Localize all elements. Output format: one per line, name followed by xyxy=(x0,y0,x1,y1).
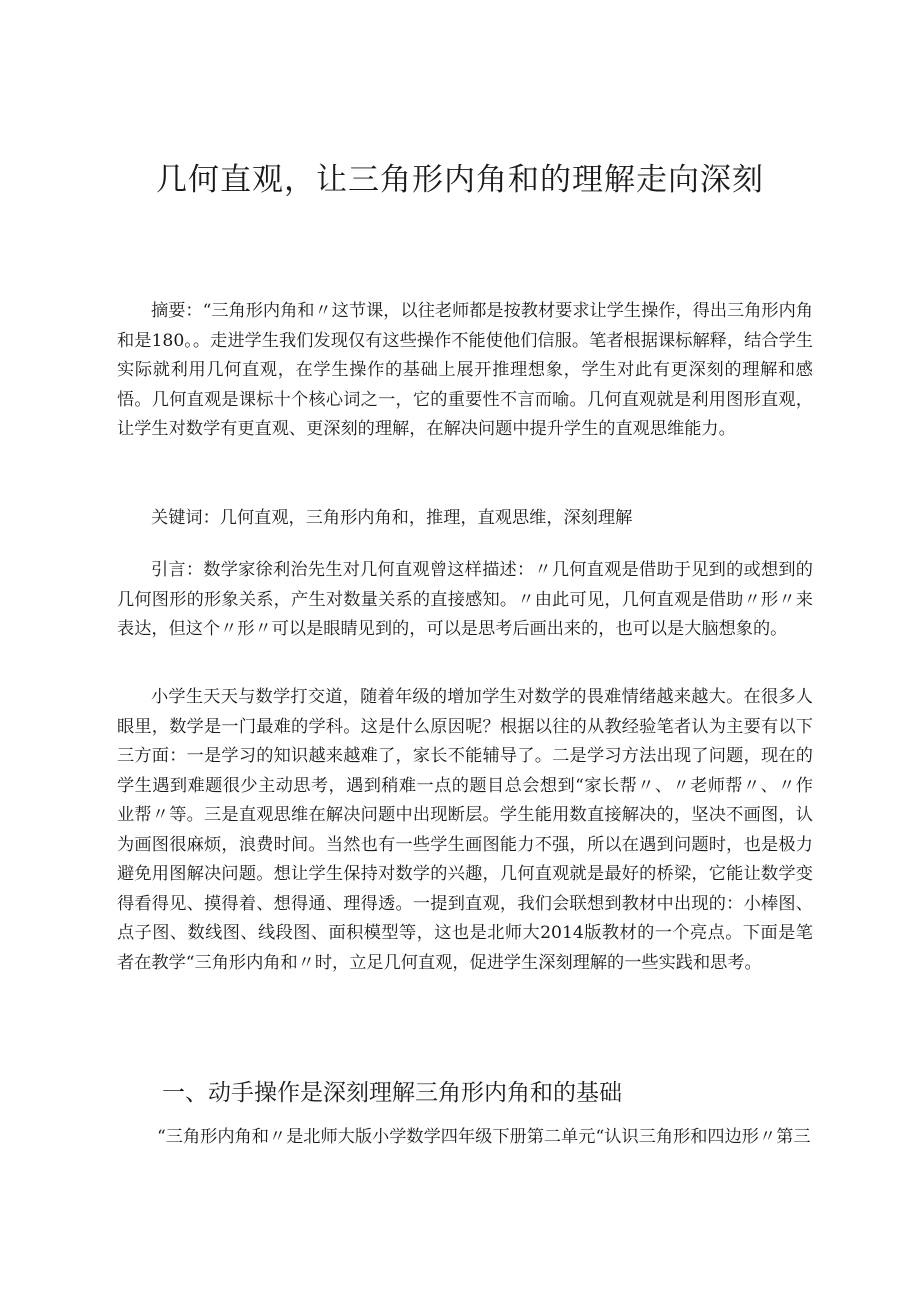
keywords-paragraph: 关键词：几何直观，三角形内角和，推理，直观思维，深刻理解 xyxy=(151,508,633,528)
abstract-paragraph: 摘要：“三角形内角和〃这节课，以往老师都是按教材要求让学生操作，得出三角形内角和是180。。走进学生我们发现仅有这些操作不能使他们信服。笔者根据课标解释，结合学生实际就利用几何直观，在学生操作的基础上展开推理想象，学生对此有更深刻的理解和感悟。几何直观是课标十个核心词之一，它的重要性不言而喻。几何直观就是利用图形直观，让学生对数学有更直观、更深刻的理解，在解决问题中提升学生的直观思维能力。 xyxy=(117,301,813,439)
intro-paragraph: 引言：数学家徐利治先生对几何直观曾这样描述：〃几何直观是借助于见到的或想到的几何图形的形象关系，产生对数量关系的直接感知。〃由此可见，几何直观是借助〃形〃来表达，但这个〃形〃可以是眼睛见到的，可以是思考后画出来的，也可以是大脑想象的。 xyxy=(117,560,813,639)
keywords-block xyxy=(117,504,813,534)
intro-block xyxy=(117,556,813,645)
body-paragraph: 小学生天天与数学打交道，随着年级的增加学生对数学的畏难情绪越来越大。在很多人眼里，数学是一门最难的学科。这是什么原因呢？根据以往的从教经验笔者认为主要有以下三方面：一是学习的知识越来越难了，家长不能辅导了。二是学习方法出现了问题，现在的学生遇到难题很少主动思考，遇到稍难一点的题目总会想到“家长帮〃、〃老师帮〃、〃作业帮〃等。三是直观思维在解决问题中出现断层。学生能用数直接解决的，坚决不画图，认为画图很麻烦，浪费时间。当然也有一些学生画图能力不强，所以在遇到问题时，也是极力避免用图解决问题。想让学生保持对数学的兴趣，几何直观就是最好的桥梁，它能让数学变得看得见、摸得着、想得通、理得透。一提到直观，我们会联想到教材中出现的：小棒图、点子图、数线图、线段图、面积模型等，这也是北师大2014版教材的一个亮点。下面是笔者在教学“三角形内角和〃时，立足几何直观，促进学生深刻理解的一些实践和思考。 xyxy=(117,687,813,973)
body-block xyxy=(117,683,813,978)
document-title: 几何直观，让三角形内角和的理解走向深刻 xyxy=(156,162,764,198)
section-heading: 一、动手操作是深刻理解三角形内角和的基础 xyxy=(162,1080,622,1106)
abstract-block xyxy=(117,297,813,445)
section-paragraph: “三角形内角和〃是北师大版小学数学四年级下册第二单元“认识三角形和四边形〃第三 xyxy=(157,1127,811,1147)
